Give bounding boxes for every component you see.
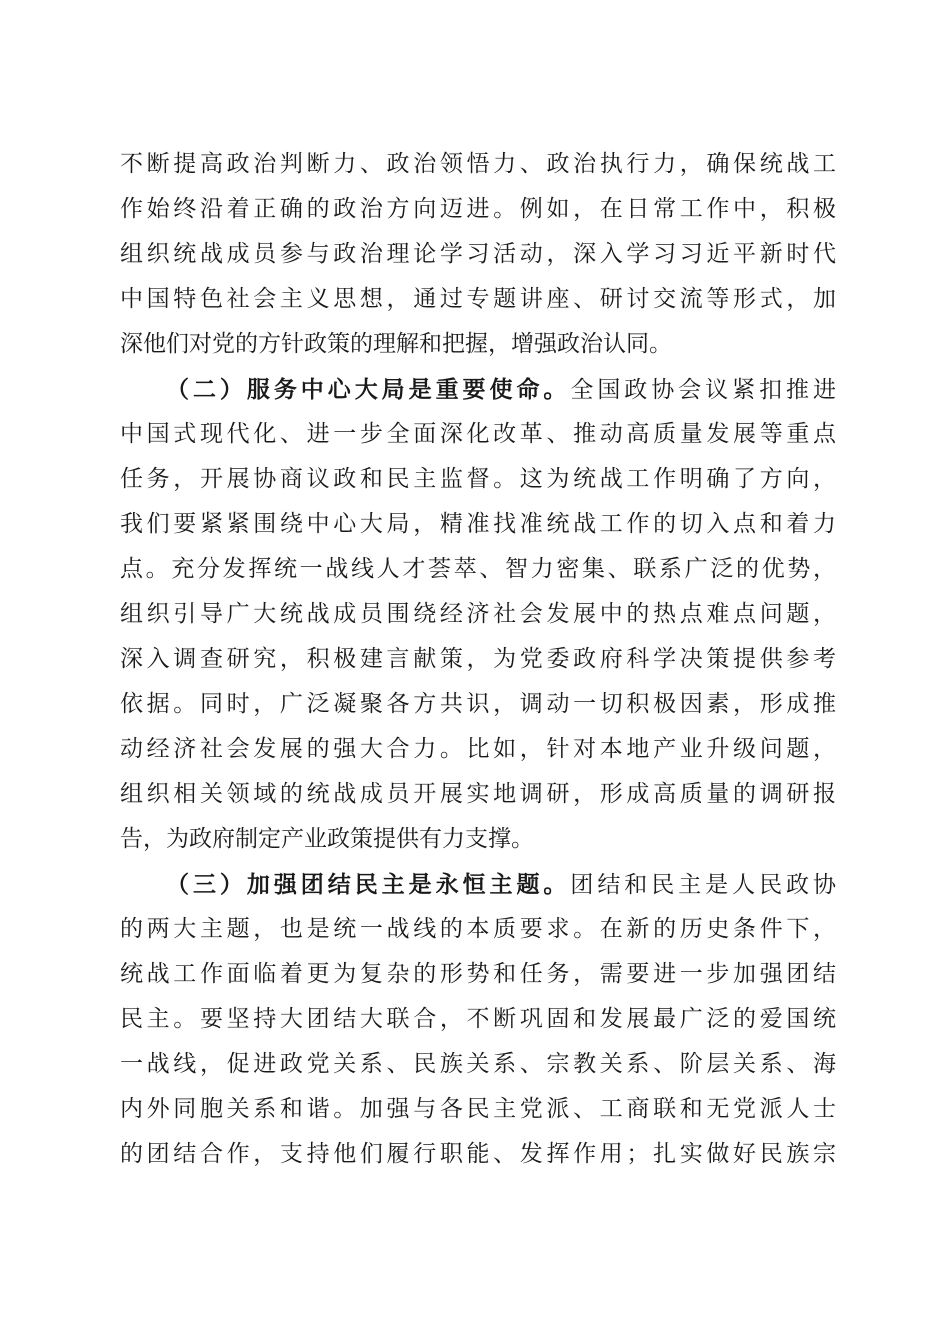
text-line: 组织引导广大统战成员围绕经济社会发展中的热点难点问题， <box>120 601 836 627</box>
text-line: 告，为政府制定产业政策提供有力支撑。 <box>120 826 534 852</box>
text-line: 中国特色社会主义思想，通过专题讲座、研讨交流等形式，加 <box>120 286 836 312</box>
text-line: 依据。同时，广泛凝聚各方共识，调动一切积极因素，形成推 <box>120 691 836 717</box>
text-line: 深他们对党的方针政策的理解和把握，增强政治认同。 <box>120 331 672 357</box>
text-line <box>120 862 836 907</box>
section-heading: （三）加强团结民主是永恒主题。 <box>166 871 571 898</box>
section-heading: （二）服务中心大局是重要使命。 <box>166 376 571 403</box>
text-line: 作始终沿着正确的政治方向迈进。例如，在日常工作中，积极 <box>120 196 836 222</box>
paragraph-serve-central-task <box>120 367 836 862</box>
text-line <box>120 367 836 412</box>
heading-line-text: 团结和民主是人民政协 <box>570 872 837 898</box>
text-line: 点。充分发挥统一战线人才荟萃、智力密集、联系广泛的优势， <box>120 556 836 582</box>
text-line: 组织统战成员参与政治理论学习活动，深入学习习近平新时代 <box>120 241 836 267</box>
text-line: 深入调查研究，积极建言献策，为党委政府科学决策提供参考 <box>120 646 836 672</box>
text-line: 的两大主题，也是统一战线的本质要求。在新的历史条件下， <box>120 916 836 942</box>
text-line: 我们要紧紧围绕中心大局，精准找准统战工作的切入点和着力 <box>120 511 836 537</box>
text-line: 动经济社会发展的强大合力。比如，针对本地产业升级问题， <box>120 736 836 762</box>
text-line: 一战线，促进政党关系、民族关系、宗教关系、阶层关系、海 <box>120 1051 836 1077</box>
text-line: 不断提高政治判断力、政治领悟力、政治执行力，确保统战工 <box>120 151 836 177</box>
heading-line-text: 全国政协会议紧扣推进 <box>570 377 837 403</box>
text-line: 任务，开展协商议政和民主监督。这为统战工作明确了方向， <box>120 466 836 492</box>
paragraph-unity-democracy <box>120 862 836 1177</box>
text-line: 民主。要坚持大团结大联合，不断巩固和发展最广泛的爱国统 <box>120 1006 836 1032</box>
text-line: 中国式现代化、进一步全面深化改革、推动高质量发展等重点 <box>120 421 836 447</box>
text-line: 组织相关领域的统战成员开展实地调研，形成高质量的调研报 <box>120 781 836 807</box>
text-line: 统战工作面临着更为复杂的形势和任务，需要进一步加强团结 <box>120 961 836 987</box>
document-body <box>120 142 836 1177</box>
text-line: 内外同胞关系和谐。加强与各民主党派、工商联和无党派人士 <box>120 1096 836 1122</box>
text-line: 的团结合作，支持他们履行职能、发挥作用；扎实做好民族宗 <box>120 1141 836 1167</box>
paragraph-political-direction <box>120 142 836 367</box>
